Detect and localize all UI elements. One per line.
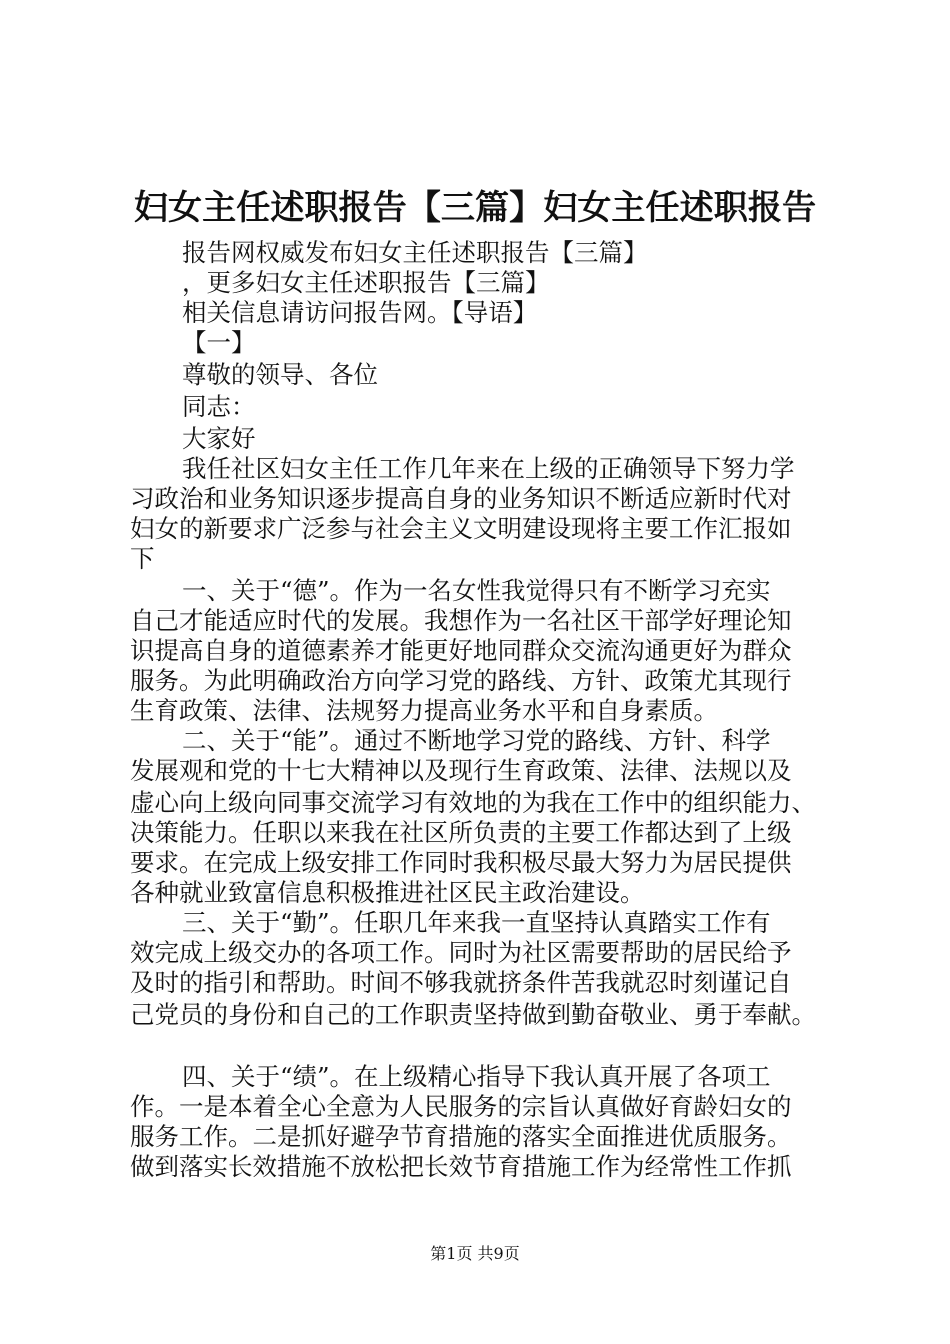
body-line: 三、关于“勤”。任职几年来我一直坚持认真踏实工作有 bbox=[182, 908, 771, 937]
body-line: 服务。为此明确政治方向学习党的路线、方针、政策尤其现行 bbox=[130, 666, 792, 695]
body-line: 我任社区妇女主任工作几年来在上级的正确领导下努力学 bbox=[182, 454, 795, 483]
body-line: 虚心向上级向同事交流学习有效地的为我在工作中的组织能力、 bbox=[130, 788, 816, 817]
body-line: 一、关于“德”。作为一名女性我觉得只有不断学习充实 bbox=[182, 576, 771, 605]
salutation-line: 尊敬的领导、各位 bbox=[182, 360, 378, 389]
body-line: 决策能力。任职以来我在社区所负责的主要工作都达到了上级 bbox=[130, 818, 792, 847]
body-line: 生育政策、法律、法规努力提高业务水平和自身素质。 bbox=[130, 696, 718, 725]
body-line: 四、关于“绩”。在上级精心指导下我认真开展了各项工 bbox=[182, 1062, 771, 1091]
body-line: 自己才能适应时代的发展。我想作为一名社区干部学好理论知 bbox=[130, 606, 792, 635]
section-marker: 【一】 bbox=[182, 328, 256, 357]
body-line: 做到落实长效措施不放松把长效节育措施工作为经常性工作抓 bbox=[130, 1152, 792, 1181]
page-footer: 第1页 共9页 bbox=[430, 1244, 520, 1263]
body-line: 识提高自身的道德素养才能更好地同群众交流沟通更好为群众 bbox=[130, 636, 792, 665]
salutation-line: 同志： bbox=[182, 392, 256, 421]
greeting-line: 大家好 bbox=[182, 424, 256, 453]
body-line: 发展观和党的十七大精神以及现行生育政策、法律、法规以及 bbox=[130, 756, 792, 785]
body-line: 要求。在完成上级安排工作同时我积极尽最大努力为居民提供 bbox=[130, 848, 792, 877]
intro-line: 相关信息请访问报告网。【导语】 bbox=[182, 298, 538, 327]
body-line: 己党员的身份和自己的工作职责坚持做到勤奋敬业、勇于奉献。 bbox=[130, 1000, 816, 1029]
body-line: 习政治和业务知识逐步提高自身的业务知识不断适应新时代对 bbox=[130, 484, 792, 513]
intro-line: ，更多妇女主任述职报告【三篇】 bbox=[182, 268, 550, 297]
document-title: 妇女主任述职报告【三篇】妇女主任述职报告 bbox=[133, 188, 817, 228]
body-line: 二、关于“能”。通过不断地学习党的路线、方针、科学 bbox=[182, 726, 771, 755]
body-line: 下 bbox=[130, 544, 155, 573]
body-line: 及时的指引和帮助。时间不够我就挤条件苦我就忍时刻谨记自 bbox=[130, 968, 792, 997]
body-line: 效完成上级交办的各项工作。同时为社区需要帮助的居民给予 bbox=[130, 938, 792, 967]
body-line: 妇女的新要求广泛参与社会主义文明建设现将主要工作汇报如 bbox=[130, 514, 792, 543]
intro-line: 报告网权威发布妇女主任述职报告【三篇】 bbox=[182, 238, 648, 267]
body-line: 作。一是本着全心全意为人民服务的宗旨认真做好育龄妇女的 bbox=[130, 1092, 792, 1121]
body-line: 各种就业致富信息积极推进社区民主政治建设。 bbox=[130, 878, 645, 907]
body-line: 服务工作。二是抓好避孕节育措施的落实全面推进优质服务。 bbox=[130, 1122, 792, 1151]
